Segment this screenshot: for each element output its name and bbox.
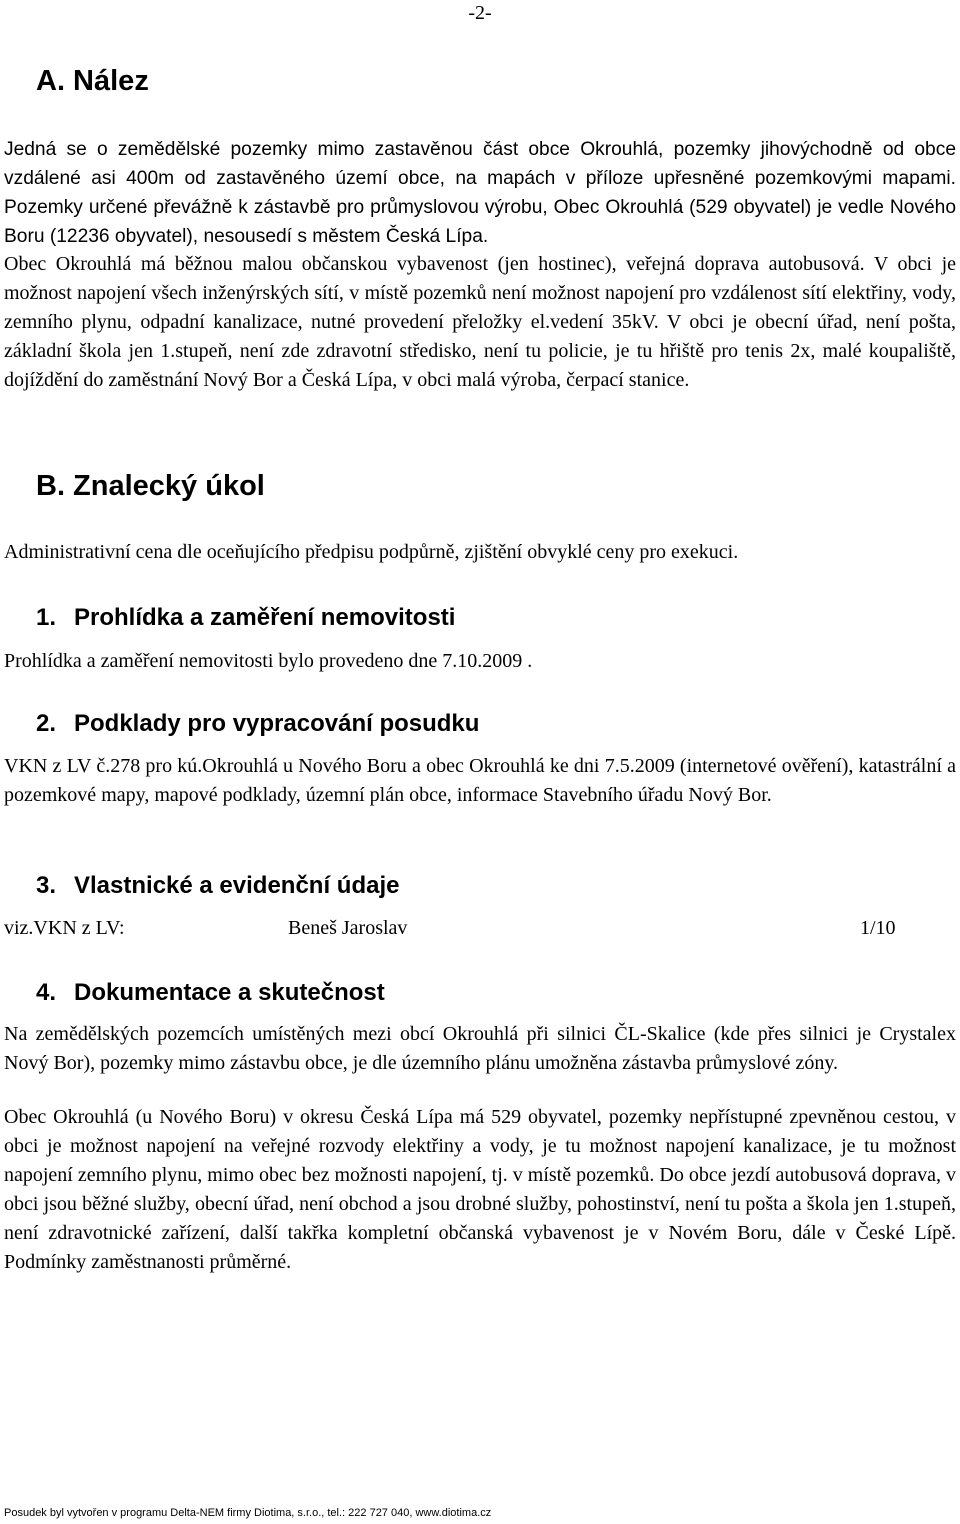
section-4-paragraph-1: Na zemědělských pozemcích umístěných mezi obcí Okrouhlá při silnici ČL-Skalice (kde přes silnici je Crystalex Nový Bor), pozemky mimo zástavbu obce, je dle územního plánu umožněna zástavba průmyslové zóny.	[4, 1023, 956, 1074]
owner-row	[4, 914, 904, 943]
page-number: -2-	[468, 2, 492, 24]
section-4-paragraph-2: Obec Okrouhlá (u Nového Boru) v okresu Česká Lípa má 529 obyvatel, pozemky nepřístupné zpevněnou cestou, v obci je možnost napojení na veřejné rozvody elektřiny a vody, je tu možnost napojení kanalizace, je tu možnost napojení zemního plynu, mimo obec bez možnosti napojení, tj. v místě pozemků. Do obce jezdí autobusová doprava, v obci jsou běžné služby, obecní úřad, není obchod a jsou drobné služby, pohostinství, není tu pošta a škola jen 1.stupeň, není zdravotnické zařízení, další takřka kompletní občanská vybavenost je v Novém Boru, dále v České Lípě. Podmínky zaměstnanosti průměrné.	[4, 1106, 956, 1273]
footer-note: Posudek byl vytvořen v programu Delta-NEM firmy Diotima, s.r.o., tel.: 222 727 040, www.diotima.cz	[4, 1507, 492, 1519]
section-1-heading	[36, 604, 455, 632]
section-2-text: VKN z LV č.278 pro kú.Okrouhlá u Nového Boru a obec Okrouhlá ke dni 7.5.2009 (internetové ověření), katastrální a pozemkové mapy, mapové podklady, územní plán obce, informace Stavebního úřadu Nový Bor.	[4, 755, 956, 806]
section-1-title: Prohlídka a zaměření nemovitosti	[74, 604, 456, 631]
section-a-paragraph-serif	[4, 250, 956, 395]
section-b-text: Administrativní cena dle oceňujícího předpisu podpůrně, zjištění obvyklé ceny pro exekuci.	[4, 541, 739, 563]
section-1-number: 1.	[36, 604, 57, 631]
owner-name: Beneš Jaroslav	[288, 917, 408, 939]
section-4-heading	[36, 979, 385, 1007]
owner-share: 1/10	[860, 917, 896, 939]
section-a-heading: A. Nález	[36, 65, 149, 97]
section-4-title: Dokumentace a skutečnost	[74, 979, 385, 1006]
section-3-number: 3.	[36, 872, 57, 899]
section-a-paragraph-serif-text: Obec Okrouhlá má běžnou malou občanskou vybavenost (jen hostinec), veřejná doprava autobusová. V obci je možnost napojení všech inženýrských sítí, v místě pozemků není možnost napojení pro vzdálenost sítí elektřiny, vody, zemního plynu, odpadní kanalizace, nutné provedení přeložky el.vedení 35kV. V obci je obecní úřad, není pošta, základní škola jen 1.stupeň, není zde zdravotní středisko, není tu policie, je tu hřiště pro tenis 2x, malé koupaliště, dojíždění do zaměstnání Nový Bor a Česká Lípa, v obci malá výroba, čerpací stanice.	[4, 253, 956, 391]
section-3-heading	[36, 872, 399, 900]
section-a-paragraph-sans: Jedná se o zemědělské pozemky mimo zastavěnou část obce Okrouhlá, pozemky jihovýchodně od obce vzdálené asi 400m od zastavěného území obce, na mapách v příloze upřesněné pozemkovými mapami. Pozemky určené převážně k zástavbě pro průmyslovou výrobu, Obec Okrouhlá (529 obyvatel) je vedle Nového Boru (12236 obyvatel), nesousedí s městem Česká Lípa.	[4, 139, 956, 247]
section-4-number: 4.	[36, 979, 57, 1006]
owner-label: viz.VKN z LV:	[4, 917, 125, 939]
section-1-text: Prohlídka a zaměření nemovitosti bylo provedeno dne 7.10.2009 .	[4, 650, 533, 672]
section-2-title: Podklady pro vypracování posudku	[74, 710, 480, 737]
section-b-heading: B. Znalecký úkol	[36, 470, 265, 502]
section-2-heading	[36, 710, 479, 738]
section-2-number: 2.	[36, 710, 57, 737]
section-3-title: Vlastnické a evidenční údaje	[74, 872, 400, 899]
